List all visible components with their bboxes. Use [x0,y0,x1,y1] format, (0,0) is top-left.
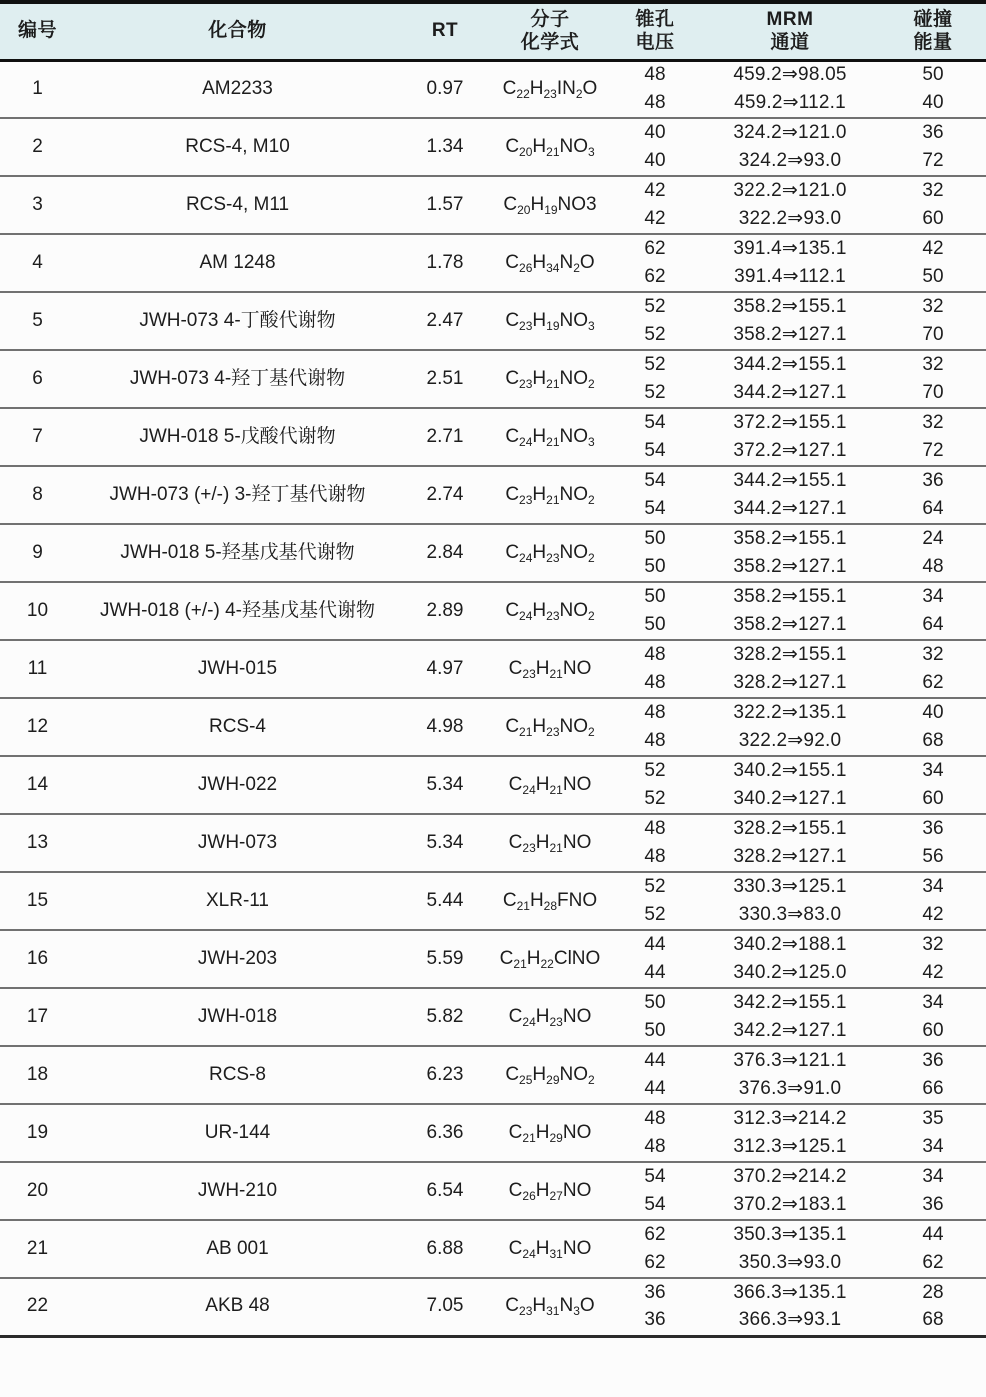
cell-cone-voltage: 48 [610,814,700,843]
table-row [0,1220,986,1249]
cell-id: 6 [0,350,75,408]
cell-mrm-transition: 312.3⇒125.1 [733,1135,847,1157]
cell-cone-voltage: 50 [610,988,700,1017]
cell-cone-voltage: 54 [610,1162,700,1191]
cell-collision-energy: 70 [922,323,944,345]
cell-mrm-transition: 358.2⇒155.1 [700,524,880,553]
cell-rt: 5.44 [400,872,490,930]
cell-id: 7 [0,408,75,466]
table-body [0,60,986,1336]
cell-mrm-transition: 350.3⇒135.1 [700,1220,880,1249]
cell-compound: JWH-073 4-丁酸代谢物 [75,292,400,350]
cell-id: 9 [0,524,75,582]
cell-formula: $C_{24}H_{23}NO$ [490,988,610,1046]
cell-cone-voltage: 42 [610,176,700,205]
cell-formula: $C_{20}H_{21}NO_3$ [490,118,610,176]
cell-collision-energy: 60 [922,787,944,809]
cell-rt: 0.97 [426,77,464,99]
cell-collision-energy: 60 [922,207,944,229]
cell-collision-energy: 72 [922,439,944,461]
cell-collision-energy: 28 [880,1278,986,1307]
cell-collision-energy: 34 [880,756,986,785]
cell-compound: JWH-022 [75,756,400,814]
cell-collision-energy: 42 [880,234,986,263]
cell-mrm-transition: 358.2⇒155.1 [700,582,880,611]
cell-rt: 2.89 [400,582,490,640]
cell-id: 19 [0,1104,75,1162]
cell-formula: $C_{20}H_{19}NO3$ [490,176,610,234]
cell-rt: 5.34 [400,756,490,814]
cell-cone-voltage: 52 [610,872,700,901]
cell-mrm-transition: 328.2⇒155.1 [700,814,880,843]
cell-cone-voltage: 54 [610,466,700,495]
cell-formula: $C_{23}H_{21}NO_2$ [490,466,610,524]
cell-cone-voltage: 44 [644,1077,666,1099]
cell-mrm-transition: 459.2⇒112.1 [734,91,846,113]
cell-id: 13 [0,814,75,872]
cell-compound: JWH-018 [75,988,400,1046]
cell-mrm-transition: 342.2⇒155.1 [700,988,880,1017]
cell-mrm-transition: 322.2⇒135.1 [700,698,880,727]
cell-compound: JWH-203 [75,930,400,988]
cell-mrm-transition: 358.2⇒127.1 [733,555,847,577]
cell-mrm-transition: 344.2⇒127.1 [733,497,847,519]
header-cone-voltage [610,2,700,60]
header-mrm-line2: 通道 [770,32,810,54]
cell-mrm-transition: 340.2⇒188.1 [700,930,880,959]
cell-compound: JWH-018 5-戊酸代谢物 [75,408,400,466]
cell-mrm-transition: 358.2⇒127.1 [733,323,847,345]
cell-collision-energy: 72 [922,149,944,171]
header-cone-line2: 电压 [635,32,675,54]
cell-collision-energy: 34 [880,872,986,901]
cell-cone-voltage: 48 [610,698,700,727]
cell-cone-voltage: 52 [644,381,666,403]
cell-collision-energy: 62 [922,1251,944,1273]
cell-mrm-transition: 370.2⇒183.1 [733,1193,847,1215]
cell-collision-energy: 32 [880,408,986,437]
table-row [0,872,986,901]
table-row [0,988,986,1017]
cell-mrm-transition: 340.2⇒155.1 [700,756,880,785]
cell-collision-energy: 68 [922,1309,944,1331]
cell-collision-energy: 35 [880,1104,986,1133]
cell-mrm-transition: 344.2⇒155.1 [700,350,880,379]
cell-rt: 4.97 [400,640,490,698]
header-compound [75,2,400,60]
cell-compound: JWH-073 [75,814,400,872]
cell-mrm-transition: 366.3⇒135.1 [700,1278,880,1307]
table-row [0,466,986,495]
header-mrm-line1: MRM [766,8,814,30]
cell-cone-voltage: 48 [610,1104,700,1133]
table-row [0,350,986,379]
cell-compound: UR-144 [75,1104,400,1162]
cell-id: 21 [0,1220,75,1278]
cell-collision-energy: 40 [922,91,944,113]
cell-mrm-transition: 372.2⇒155.1 [700,408,880,437]
cell-mrm-transition: 328.2⇒127.1 [733,671,847,693]
cell-mrm-transition: 330.3⇒83.0 [738,903,842,925]
cell-collision-energy: 62 [922,671,944,693]
cell-rt: 1.78 [400,234,490,292]
cell-rt: 1.57 [400,176,490,234]
cell-collision-energy: 66 [922,1077,944,1099]
cell-id: 12 [0,698,75,756]
cell-rt: 2.47 [400,292,490,350]
cell-rt: 5.82 [400,988,490,1046]
cell-rt: 7.05 [400,1278,490,1336]
cell-compound: JWH-018 (+/-) 4-羟基戊基代谢物 [75,582,400,640]
cell-formula: $C_{23}H_{19}NO_3$ [490,292,610,350]
cell-formula: $C_{25}H_{29}NO_2$ [490,1046,610,1104]
table-row [0,408,986,437]
cell-collision-energy: 44 [880,1220,986,1249]
cell-cone-voltage: 50 [644,613,666,635]
cell-cone-voltage: 52 [644,903,666,925]
table-row [0,118,986,147]
table-row [0,1104,986,1133]
cell-id: 15 [0,872,75,930]
cell-compound: RCS-4, M11 [75,176,400,234]
cell-compound: RCS-4 [75,698,400,756]
cell-id: 5 [0,292,75,350]
header-ce-line2: 能量 [913,32,953,54]
cell-id: 4 [0,234,75,292]
cell-collision-energy: 24 [880,524,986,553]
table-row [0,60,986,89]
cell-mrm-transition: 340.2⇒125.0 [733,961,847,983]
cell-mrm-transition: 322.2⇒121.0 [700,176,880,205]
cell-formula: $C_{24}H_{23}NO_2$ [490,524,610,582]
cell-formula: $C_{24}H_{23}NO_2$ [490,582,610,640]
cell-cone-voltage: 54 [644,497,666,519]
cell-cone-voltage: 50 [644,555,666,577]
cell-mrm-transition: 344.2⇒155.1 [700,466,880,495]
cell-id: 1 [32,77,43,99]
cell-collision-energy: 68 [922,729,944,751]
cell-id: 17 [0,988,75,1046]
cell-collision-energy: 50 [922,265,944,287]
cell-rt: 6.88 [400,1220,490,1278]
cell-collision-energy: 32 [880,176,986,205]
cell-rt: 2.51 [400,350,490,408]
cell-cone-voltage: 44 [610,930,700,959]
cell-cone-voltage: 36 [644,1309,666,1331]
cell-compound: AB 001 [75,1220,400,1278]
cell-mrm-transition: 459.2⇒98.05 [733,63,847,85]
cell-cone-voltage: 50 [610,582,700,611]
table-row [0,582,986,611]
cell-collision-energy: 70 [922,381,944,403]
header-mrm-channel [700,2,880,60]
cell-cone-voltage: 54 [644,439,666,461]
cell-cone-voltage: 62 [610,1220,700,1249]
cell-collision-energy: 32 [880,350,986,379]
cell-cone-voltage: 54 [610,408,700,437]
cell-cone-voltage: 40 [610,118,700,147]
header-id [0,2,75,60]
table-row [0,524,986,553]
cell-formula: $C_{24}H_{21}NO$ [490,756,610,814]
cell-collision-energy: 34 [880,1162,986,1191]
header-formula-line2: 化学式 [520,32,580,54]
cell-mrm-transition: 376.3⇒121.1 [700,1046,880,1075]
cell-collision-energy: 34 [880,988,986,1017]
table-row [0,814,986,843]
cell-compound: RCS-8 [75,1046,400,1104]
cell-formula: $C_{21}H_{29}NO$ [490,1104,610,1162]
cell-id: 2 [0,118,75,176]
cell-id: 8 [0,466,75,524]
cell-compound: JWH-073 4-羟丁基代谢物 [75,350,400,408]
cell-collision-energy: 64 [922,613,944,635]
header-ce-line1: 碰撞 [913,8,953,30]
cell-collision-energy: 34 [880,582,986,611]
cell-collision-energy: 40 [880,698,986,727]
cell-collision-energy: 50 [922,63,944,85]
cell-cone-voltage: 52 [610,756,700,785]
cell-cone-voltage: 48 [644,91,666,113]
cell-collision-energy: 36 [880,118,986,147]
table-row [0,234,986,263]
cell-cone-voltage: 44 [610,1046,700,1075]
cell-cone-voltage: 42 [644,207,666,229]
table-row [0,756,986,785]
cell-collision-energy: 48 [922,555,944,577]
cell-cone-voltage: 62 [610,234,700,263]
cell-collision-energy: 56 [922,845,944,867]
cell-id: 16 [0,930,75,988]
header-collision-energy [880,2,986,60]
cell-cone-voltage: 52 [610,350,700,379]
cell-cone-voltage: 44 [644,961,666,983]
header-rt-label: RT [431,20,459,42]
cell-mrm-transition: 340.2⇒127.1 [733,787,847,809]
cell-cone-voltage: 52 [644,787,666,809]
cell-compound: AM 1248 [75,234,400,292]
cell-mrm-transition: 391.4⇒112.1 [734,265,846,287]
cell-mrm-transition: 358.2⇒127.1 [733,613,847,635]
header-cone-line1: 锥孔 [635,8,675,30]
table-row [0,176,986,205]
cell-cone-voltage: 50 [610,524,700,553]
cell-cone-voltage: 40 [644,149,666,171]
cell-mrm-transition: 330.3⇒125.1 [700,872,880,901]
cell-compound: JWH-210 [75,1162,400,1220]
cell-mrm-transition: 350.3⇒93.0 [738,1251,842,1273]
cell-rt: 4.98 [400,698,490,756]
cell-collision-energy: 60 [922,1019,944,1041]
cell-collision-energy: 32 [880,930,986,959]
cell-cone-voltage: 50 [644,1019,666,1041]
cell-mrm-transition: 370.2⇒214.2 [700,1162,880,1191]
table-row [0,1278,986,1307]
cell-rt: 2.74 [400,466,490,524]
cell-mrm-transition: 358.2⇒155.1 [700,292,880,321]
table-row [0,698,986,727]
table-row [0,930,986,959]
table-row [0,1046,986,1075]
cell-mrm-transition: 391.4⇒135.1 [700,234,880,263]
cell-collision-energy: 64 [922,497,944,519]
cell-cone-voltage: 48 [610,640,700,669]
cell-mrm-transition: 324.2⇒121.0 [700,118,880,147]
cell-cone-voltage: 36 [610,1278,700,1307]
cell-mrm-transition: 324.2⇒93.0 [738,149,842,171]
cell-collision-energy: 32 [880,640,986,669]
cell-compound: XLR-11 [75,872,400,930]
cell-collision-energy: 32 [880,292,986,321]
cell-collision-energy: 36 [922,1193,944,1215]
cell-cone-voltage: 52 [610,292,700,321]
cell-rt: 2.84 [400,524,490,582]
cell-formula: $C_{21}H_{23}NO_2$ [490,698,610,756]
cell-formula: $C_{23}H_{21}NO_2$ [490,350,610,408]
cell-collision-energy: 34 [922,1135,944,1157]
cell-id: 22 [0,1278,75,1336]
cell-id: 20 [0,1162,75,1220]
cell-compound: JWH-015 [75,640,400,698]
cell-formula: $C_{24}H_{21}NO_3$ [490,408,610,466]
cell-formula: $C_{21}H_{28}FNO$ [490,872,610,930]
cell-mrm-transition: 322.2⇒92.0 [738,729,842,751]
table-row [0,640,986,669]
cell-formula: $C_{23}H_{21}NO$ [490,640,610,698]
cell-formula: $C_{23}H_{31}N_3O$ [490,1278,610,1336]
cell-formula: $C_{26}H_{27}NO$ [490,1162,610,1220]
cell-cone-voltage: 54 [644,1193,666,1215]
header-id-label: 编号 [17,20,57,42]
cell-mrm-transition: 328.2⇒127.1 [733,845,847,867]
cell-cone-voltage: 62 [644,1251,666,1273]
cell-formula: $C_{26}H_{34}N_2O$ [490,234,610,292]
cell-formula: $C_{23}H_{21}NO$ [490,814,610,872]
cell-collision-energy: 36 [880,814,986,843]
header-compound-label: 化合物 [208,20,267,42]
cell-cone-voltage: 62 [644,265,666,287]
cell-formula: $C_{24}H_{31}NO$ [490,1220,610,1278]
cell-formula: $C_{21}H_{22}ClNO$ [490,930,610,988]
cell-cone-voltage: 48 [644,845,666,867]
cell-rt: 5.59 [400,930,490,988]
cell-cone-voltage: 52 [644,323,666,345]
cell-mrm-transition: 376.3⇒91.0 [738,1077,842,1099]
cell-compound: JWH-073 (+/-) 3-羟丁基代谢物 [75,466,400,524]
cell-mrm-transition: 372.2⇒127.1 [733,439,847,461]
header-formula [490,2,610,60]
cell-cone-voltage: 48 [644,1135,666,1157]
cell-id: 14 [0,756,75,814]
cell-rt: 6.23 [400,1046,490,1104]
cell-formula: $C_{22}H_{23}IN_2O$ [502,77,598,101]
header-rt [400,2,490,60]
cell-compound: RCS-4, M10 [75,118,400,176]
header-row [0,2,986,60]
cell-rt: 6.36 [400,1104,490,1162]
cell-id: 10 [0,582,75,640]
cell-id: 11 [0,640,75,698]
table-header [0,2,986,60]
cell-collision-energy: 36 [880,1046,986,1075]
table-row [0,292,986,321]
cell-mrm-transition: 342.2⇒127.1 [733,1019,847,1041]
header-formula-line1: 分子 [530,8,570,30]
cell-id: 18 [0,1046,75,1104]
cell-cone-voltage: 48 [644,671,666,693]
cell-id: 3 [0,176,75,234]
cell-cone-voltage: 48 [644,729,666,751]
cell-mrm-transition: 328.2⇒155.1 [700,640,880,669]
cell-cone-voltage: 48 [644,63,666,85]
cell-collision-energy: 42 [922,961,944,983]
cell-mrm-transition: 344.2⇒127.1 [733,381,847,403]
cell-rt: 1.34 [400,118,490,176]
cell-collision-energy: 36 [880,466,986,495]
cell-compound: AKB 48 [75,1278,400,1336]
cell-mrm-transition: 312.3⇒214.2 [700,1104,880,1133]
cell-mrm-transition: 322.2⇒93.0 [738,207,842,229]
cell-rt: 2.71 [400,408,490,466]
cell-rt: 6.54 [400,1162,490,1220]
cell-collision-energy: 42 [922,903,944,925]
cell-compound: JWH-018 5-羟基戊基代谢物 [75,524,400,582]
cell-rt: 5.34 [400,814,490,872]
cell-compound: AM2233 [202,77,273,99]
table-row [0,1162,986,1191]
cell-mrm-transition: 366.3⇒93.1 [738,1309,842,1331]
